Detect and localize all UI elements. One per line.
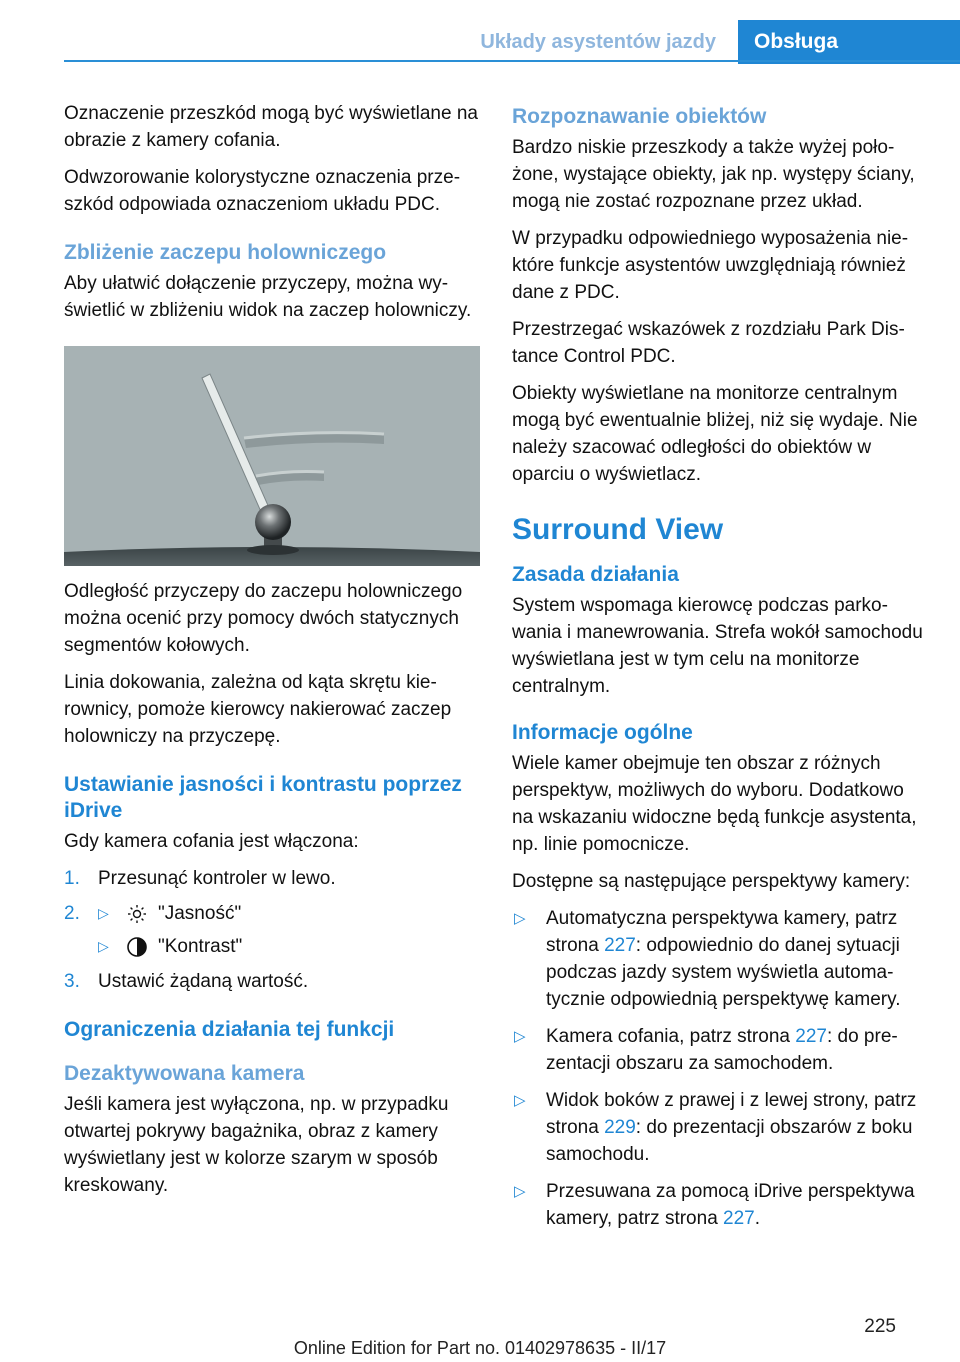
step-item [64,900,480,960]
heading-surround-view: Surround View [512,513,724,546]
triangle-bullet-icon: ▷ [98,905,109,921]
step-text: Przesunąć kontroler w lewo. [98,868,336,889]
tow-hitch-camera-image [64,346,480,566]
paragraph: Wiele kamer obejmuje ten obszar z różnych perspektyw, możliwych do wyboru. Dodatkowo na wskazaniu widoczne będą funkcje asystenta, np. linie pomocnicze. [512,753,917,855]
page-link[interactable]: 227 [604,935,636,956]
paragraph: W przypadku odpowiedniego wyposażenia niektóre funkcje asystentów uwzględniają również dane z PDC. [512,228,909,303]
camera-perspectives-list [512,905,928,1232]
triangle-bullet-icon: ▷ [98,938,109,954]
left-column [64,100,480,1209]
option-label: "Jasność" [158,903,242,924]
paragraph: Obiekty wyświetlane na monitorze centralnym mogą być ewentualnie bliżej, niż się wydaje. Nie należy szacować odległości do obiektów w oparciu o wyświetlacz. [512,383,918,485]
page-link[interactable]: 227 [723,1208,755,1229]
paragraph: Oznaczenie przeszkód mogą być wyświetlane na obrazie z kamery cofania. [64,103,478,151]
page-link[interactable]: 227 [795,1026,827,1047]
triangle-bullet-icon: ▷ [514,1092,526,1109]
paragraph: Dostępne są następujące perspektywy kamery: [512,871,911,892]
heading-object-detection: Rozpoznawanie obiektów [512,105,767,128]
step-item [64,968,480,995]
list-text: Kamera cofania, patrz strona [546,1026,796,1047]
page-header [0,0,960,62]
step-item [64,865,480,892]
right-column [512,100,928,1242]
step-number: 1. [64,868,80,889]
list-text: . [754,1208,761,1229]
triangle-bullet-icon: ▷ [514,1183,526,1200]
triangle-bullet-icon: ▷ [514,910,526,927]
paragraph: Odległość przyczepy do zaczepu holowniczego można ocenić przy pomocy dwóch statycznych segmentów kołowych. [64,581,463,656]
paragraph: Linia dokowania, zależna od kąta skrętu kierownicy, pomoże kierowcy nakierować zaczep holowniczy na przyczepę. [64,672,452,747]
heading-camera-disabled: Dezaktywowana kamera [64,1062,305,1085]
paragraph: Jeśli kamera jest wyłączona, np. w przypadku otwartej pokrywy bagażnika, obraz z kamery wyświetlany jest w kolorze szarym w sposób kreskowany. [64,1094,449,1196]
menu-option-brightness [98,900,480,927]
heading-general-info: Informacje ogólne [512,721,693,744]
section-title: Układy asystentów jazdy [480,31,716,53]
step-text: Ustawić żądaną wartość. [98,971,309,992]
footer-edition: Online Edition for Part no. 01402978635 - II/17 [293,1338,667,1358]
tow-hitch-illustration [64,346,480,566]
chapter-tab[interactable]: Obsługa [738,20,960,64]
list-item [512,905,928,1013]
list-text: Przesuwana za pomocą iDrive perspektywa kamery, patrz strona [546,1181,915,1229]
option-label: "Kontrast" [158,936,243,957]
heading-brightness-contrast: Ustawianie jasności i kontrastu poprzez iDrive [64,773,462,822]
steps-list [64,865,480,995]
page-number: 225 [864,1316,896,1337]
list-text: : do prezentacji obszarów z boku samochodu. [546,1117,913,1165]
list-text: : odpowiednio do danej sytuacji podczas jazdy system wyświetla automatycznie odpowiednią perspektywę kamery. [546,935,901,1010]
triangle-bullet-icon: ▷ [514,1028,526,1045]
list-item [512,1023,928,1077]
list-text: Widok boków z prawej i z lewej strony, patrz strona [546,1090,917,1138]
heading-principle: Zasada działania [512,563,679,586]
list-item [512,1087,928,1168]
step-number: 2. [64,903,80,924]
paragraph: Przestrzegać wskazówek z rozdziału Park Distance Control PDC. [512,319,905,367]
paragraph: Gdy kamera cofania jest włączona: [64,831,359,852]
paragraph: Odwzorowanie kolorystyczne oznaczenia przeszkód odpowiada oznaczeniom układu PDC. [64,167,461,215]
paragraph: System wspomaga kierowcę podczas parkowania i manewrowania. Strefa wokół samochodu wyświetlana jest w tym celu na monitorze centralnym. [512,595,923,697]
list-text: : do prezentacji obszaru za samochodem. [546,1026,898,1074]
paragraph: Bardzo niskie przeszkody a także wyżej położone, wystające obiekty, jak np. występy ściany, mogą nie zostać rozpoznane przez układ. [512,137,915,212]
page-link[interactable]: 229 [604,1117,636,1138]
list-text: Automatyczna perspektywa kamery, patrz strona [546,908,898,956]
menu-option-contrast [98,933,480,960]
brightness-icon [126,903,148,925]
heading-function-limits: Ograniczenia działania tej funkcji [64,1018,395,1041]
step-number: 3. [64,971,80,992]
list-item [512,1178,928,1232]
contrast-icon [126,936,148,958]
paragraph: Aby ułatwić dołączenie przyczepy, można wyświetlić w zbliżeniu widok na zaczep holowniczy. [64,273,472,321]
heading-hitch-zoom: Zbliżenie zaczepu holowniczego [64,241,387,264]
header-rule [64,60,960,62]
